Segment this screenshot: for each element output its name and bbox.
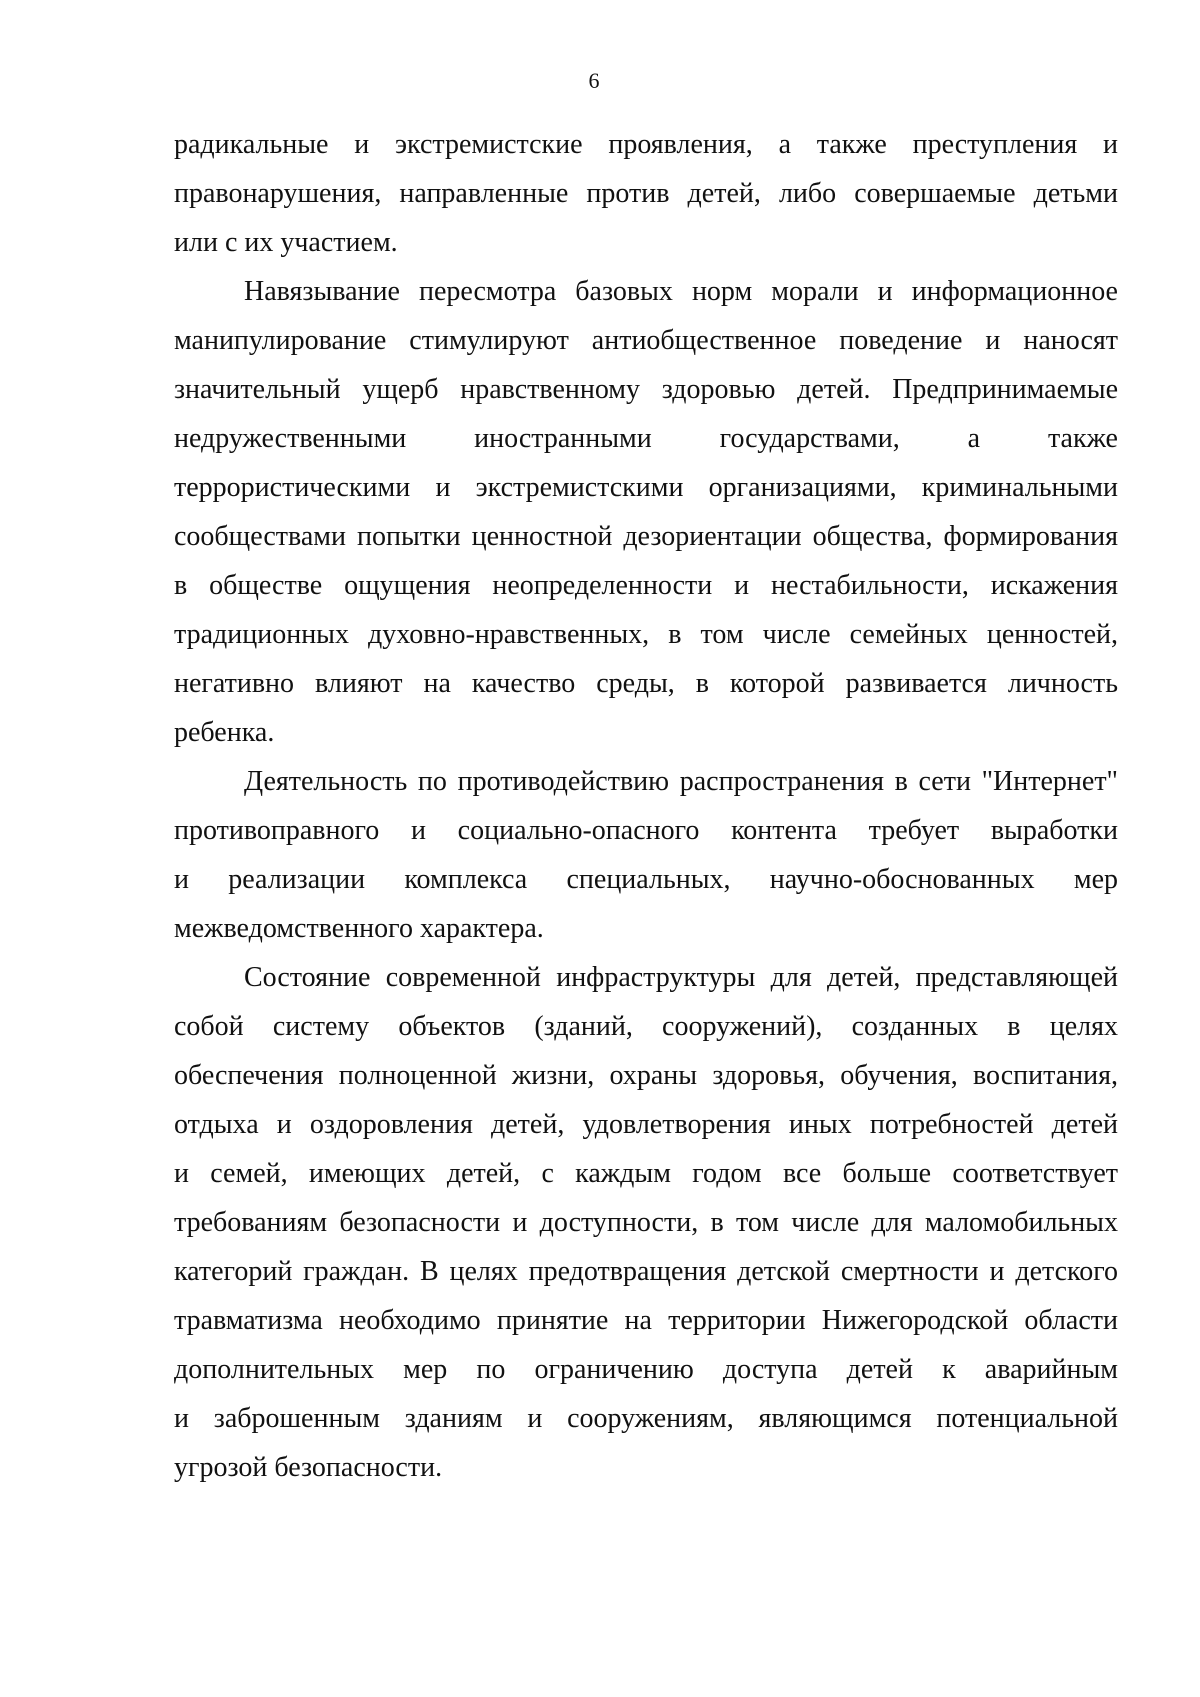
text-line: Навязывание пересмотра базовых норм морали и информационное [244,276,1118,307]
text-line: и реализации комплекса специальных, научно-обоснованных мер [174,864,1118,895]
text-line: ребенка. [174,717,275,748]
text-line: или с их участием. [174,227,398,258]
text-line: негативно влияют на качество среды, в которой развивается личность [174,668,1118,699]
text-line: террористическими и экстремистскими организациями, криминальными [174,472,1118,503]
text-line: недружественными иностранными государствами, а также [174,423,1118,454]
text-line: отдыха и оздоровления детей, удовлетворения иных потребностей детей [174,1109,1118,1140]
text-line: угрозой безопасности. [174,1452,443,1483]
text-line: традиционных духовно-нравственных, в том числе семейных ценностей, [174,619,1118,650]
text-line: значительный ущерб нравственному здоровью детей. Предпринимаемые [174,374,1118,405]
text-line: требованиям безопасности и доступности, в том числе для маломобильных [174,1207,1118,1238]
text-line: собой систему объектов (зданий, сооружений), созданных в целях [174,1011,1118,1042]
body-text [174,120,1118,1492]
text-line: дополнительных мер по ограничению доступа детей к аварийным [174,1354,1118,1385]
text-line: радикальные и экстремистские проявления, а также преступления и [174,129,1118,160]
text-line: и заброшенным зданиям и сооружениям, являющимся потенциальной [174,1403,1118,1434]
text-line: категорий граждан. В целях предотвращения детской смертности и детского [174,1256,1118,1287]
text-line: межведомственного характера. [174,913,544,944]
text-line: манипулирование стимулируют антиобщественное поведение и наносят [174,325,1118,356]
text-line: противоправного и социально-опасного контента требует выработки [174,815,1118,846]
text-line: сообществами попытки ценностной дезориентации общества, формирования [174,521,1118,552]
text-line: травматизма необходимо принятие на территории Нижегородской области [174,1305,1118,1336]
text-line: Состояние современной инфраструктуры для детей, представляющей [244,962,1118,993]
text-line: в обществе ощущения неопределенности и нестабильности, искажения [174,570,1118,601]
text-line: обеспечения полноценной жизни, охраны здоровья, обучения, воспитания, [174,1060,1118,1091]
page-number: 6 [588,68,600,93]
text-line: Деятельность по противодействию распространения в сети "Интернет" [244,766,1118,797]
text-line: правонарушения, направленные против детей, либо совершаемые детьми [174,178,1118,209]
text-line: и семей, имеющих детей, с каждым годом все больше соответствует [174,1158,1118,1189]
